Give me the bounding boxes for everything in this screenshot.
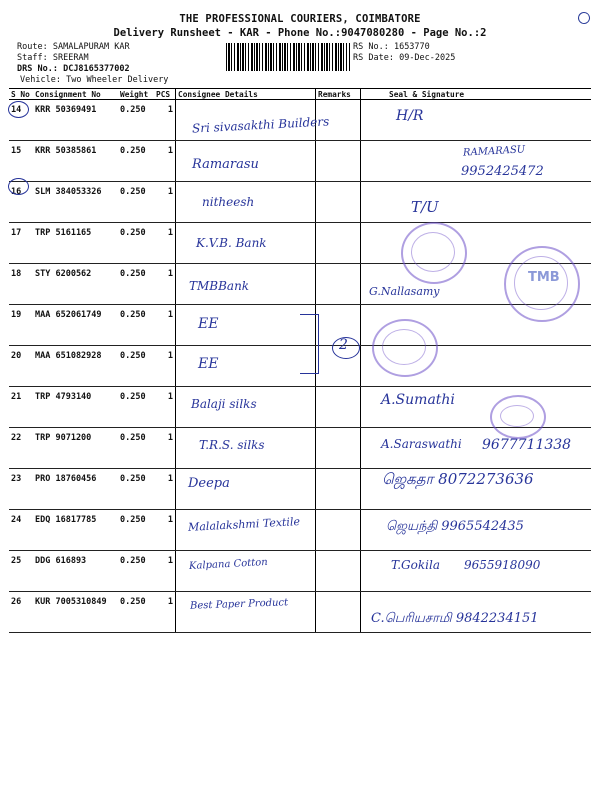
- row-sno: 24: [9, 510, 33, 551]
- row-consignment-no: KRR 50369491: [33, 100, 118, 141]
- rs-no-line: [353, 42, 430, 52]
- row-pcs: 1: [154, 141, 176, 182]
- row-sno: 25: [9, 551, 33, 592]
- row-weight: 0.250: [118, 346, 154, 387]
- row-pcs: 1: [154, 305, 176, 346]
- row-consignee: [176, 305, 316, 346]
- col-consignee: Consignee Details: [176, 89, 316, 100]
- row-pcs: 1: [154, 264, 176, 305]
- handwritten-consignee: K.V.B. Bank: [196, 236, 267, 250]
- handwritten-consignee: EE: [198, 356, 219, 372]
- handwritten-signature: 9655918090: [464, 558, 541, 572]
- row-consignment-no: DDG 616893: [33, 551, 118, 592]
- vehicle-line: [20, 75, 168, 85]
- handwritten-signature: A.Sumathi: [381, 392, 455, 408]
- row-remarks: [316, 428, 361, 469]
- row-sno: 23: [9, 469, 33, 510]
- row-remarks: [316, 592, 361, 633]
- row-consignment-no: TRP 5161165: [33, 223, 118, 264]
- handwritten-consignee: nitheesh: [202, 195, 255, 209]
- ink-stamp-ring: [500, 405, 534, 427]
- row-sno: 16: [9, 182, 33, 223]
- row-remarks: [316, 469, 361, 510]
- row-pcs: 1: [154, 469, 176, 510]
- route-line: [17, 42, 130, 52]
- staff-label: Staff:: [17, 53, 48, 63]
- row-pcs: 1: [154, 428, 176, 469]
- handwritten-consignee: Deepa: [188, 476, 230, 491]
- ink-stamp: [490, 395, 546, 439]
- row-pcs: 1: [154, 100, 176, 141]
- ink-stamp: [372, 319, 438, 377]
- company-title: THE PROFESSIONAL COURIERS, COIMBATORE: [179, 13, 421, 25]
- row-consignee: [176, 592, 316, 633]
- staff-value: SREERAM: [52, 53, 89, 63]
- handwritten-signature: C.பெரியசாமி 9842234151: [371, 611, 539, 626]
- handwritten-signature: T/U: [411, 198, 439, 216]
- row-remarks: [316, 182, 361, 223]
- row-weight: 0.250: [118, 510, 154, 551]
- handwritten-consignee: Ramarasu: [192, 157, 259, 172]
- row-sno: 21: [9, 387, 33, 428]
- handwritten-signature: ஜெயந்தி 9965542435: [386, 519, 524, 534]
- row-weight: 0.250: [118, 141, 154, 182]
- row-sno: 20: [9, 346, 33, 387]
- handwritten-signature: G.Nallasamy: [369, 285, 440, 298]
- row-consignment-no: MAA 651082928: [33, 346, 118, 387]
- handwritten-consignee: Best Paper Product: [189, 597, 289, 612]
- handwritten-consignee: Sri sivasakthi Builders: [191, 114, 330, 136]
- handwritten-consignee: TMBBank: [189, 279, 250, 293]
- handwritten-remark: 2: [339, 337, 348, 353]
- barcode-image: [226, 43, 350, 71]
- runsheet-subtitle: Delivery Runsheet - KAR - Phone No.:9047080280 - Page No.:2: [113, 27, 487, 39]
- row-remarks: [316, 141, 361, 182]
- table-header-row: [9, 89, 591, 100]
- row-weight: 0.250: [118, 551, 154, 592]
- drs-line: [17, 64, 130, 74]
- bracket-mark: [300, 314, 319, 374]
- row-consignment-no: KRR 50385861: [33, 141, 118, 182]
- row-weight: 0.250: [118, 469, 154, 510]
- stamp-text: TMB: [528, 270, 560, 285]
- handwritten-signature: H/R: [396, 108, 424, 124]
- vehicle-label: Vehicle:: [20, 75, 61, 85]
- row-consignment-no: MAA 652061749: [33, 305, 118, 346]
- row-weight: 0.250: [118, 387, 154, 428]
- col-consignment: Consignment No: [33, 89, 118, 100]
- row-weight: 0.250: [118, 223, 154, 264]
- row-remarks: [316, 551, 361, 592]
- row-pcs: 1: [154, 223, 176, 264]
- table-row: [9, 182, 591, 223]
- row-consignment-no: KUR 7005310849: [33, 592, 118, 633]
- vehicle-value: Two Wheeler Delivery: [66, 75, 169, 85]
- row-consignment-no: TRP 9071200: [33, 428, 118, 469]
- table-row: [9, 223, 591, 264]
- row-sno: 17: [9, 223, 33, 264]
- ink-stamp: [401, 222, 467, 284]
- rs-date-label: RS Date:: [353, 53, 394, 63]
- row-sno: 14: [9, 100, 33, 141]
- row-weight: 0.250: [118, 264, 154, 305]
- row-consignment-no: SLM 384053326: [33, 182, 118, 223]
- row-consignee: [176, 346, 316, 387]
- row-pcs: 1: [154, 346, 176, 387]
- row-sno: 18: [9, 264, 33, 305]
- col-pcs: PCS: [154, 89, 176, 100]
- row-weight: 0.250: [118, 305, 154, 346]
- handwritten-consignee: Kalpana Cotton: [188, 556, 268, 573]
- circled-row-number: [8, 101, 29, 118]
- rs-date-line: [353, 53, 455, 63]
- drs-value: DCJ8165377002: [63, 64, 130, 74]
- ink-stamp-ring: [411, 232, 455, 272]
- row-weight: 0.250: [118, 100, 154, 141]
- handwritten-signature: RAMARASU: [462, 144, 526, 159]
- col-seal: Seal & Signature: [361, 89, 592, 100]
- circled-row-number: [8, 178, 29, 195]
- row-remarks: [316, 510, 361, 551]
- route-value: SAMALAPURAM KAR: [52, 42, 130, 52]
- rs-no-label: RS No.:: [353, 42, 389, 52]
- row-seal: [361, 182, 592, 223]
- row-remarks: [316, 387, 361, 428]
- staff-line: [17, 53, 89, 63]
- row-sno: 26: [9, 592, 33, 633]
- handwritten-signature: 9952425472: [461, 164, 544, 179]
- row-pcs: 1: [154, 387, 176, 428]
- row-weight: 0.250: [118, 592, 154, 633]
- row-sno: 19: [9, 305, 33, 346]
- handwritten-consignee: T.R.S. silks: [199, 438, 265, 452]
- rs-date-value: 09-Dec-2025: [399, 53, 456, 63]
- row-consignment-no: STY 6200562: [33, 264, 118, 305]
- row-consignment-no: EDQ 16817785: [33, 510, 118, 551]
- col-remarks: Remarks: [316, 89, 361, 100]
- ink-stamp-ring: [382, 329, 426, 365]
- handwritten-signature: ஜெகதா 8072273636: [382, 470, 534, 488]
- col-weight: Weight: [118, 89, 154, 100]
- row-remarks: [316, 264, 361, 305]
- rs-no-value: 1653770: [393, 42, 430, 52]
- col-sno: S No: [9, 89, 33, 100]
- row-pcs: 1: [154, 510, 176, 551]
- handwritten-consignee: Malalakshmi Textile: [187, 515, 301, 534]
- handwritten-signature: A.Saraswathi: [381, 437, 462, 451]
- row-pcs: 1: [154, 551, 176, 592]
- handwritten-consignee: EE: [198, 316, 219, 332]
- drs-label: DRS No.:: [17, 64, 58, 74]
- handwritten-signature: 9677711338: [482, 437, 572, 453]
- row-consignment-no: TRP 4793140: [33, 387, 118, 428]
- handwritten-signature: T.Gokila: [391, 558, 440, 572]
- row-consignment-no: PRO 18760456: [33, 469, 118, 510]
- handwritten-consignee: Balaji silks: [191, 397, 257, 411]
- row-pcs: 1: [154, 182, 176, 223]
- row-remarks: [316, 223, 361, 264]
- row-weight: 0.250: [118, 182, 154, 223]
- row-pcs: 1: [154, 592, 176, 633]
- row-weight: 0.250: [118, 428, 154, 469]
- route-label: Route:: [17, 42, 48, 52]
- row-sno: 22: [9, 428, 33, 469]
- row-sno: 15: [9, 141, 33, 182]
